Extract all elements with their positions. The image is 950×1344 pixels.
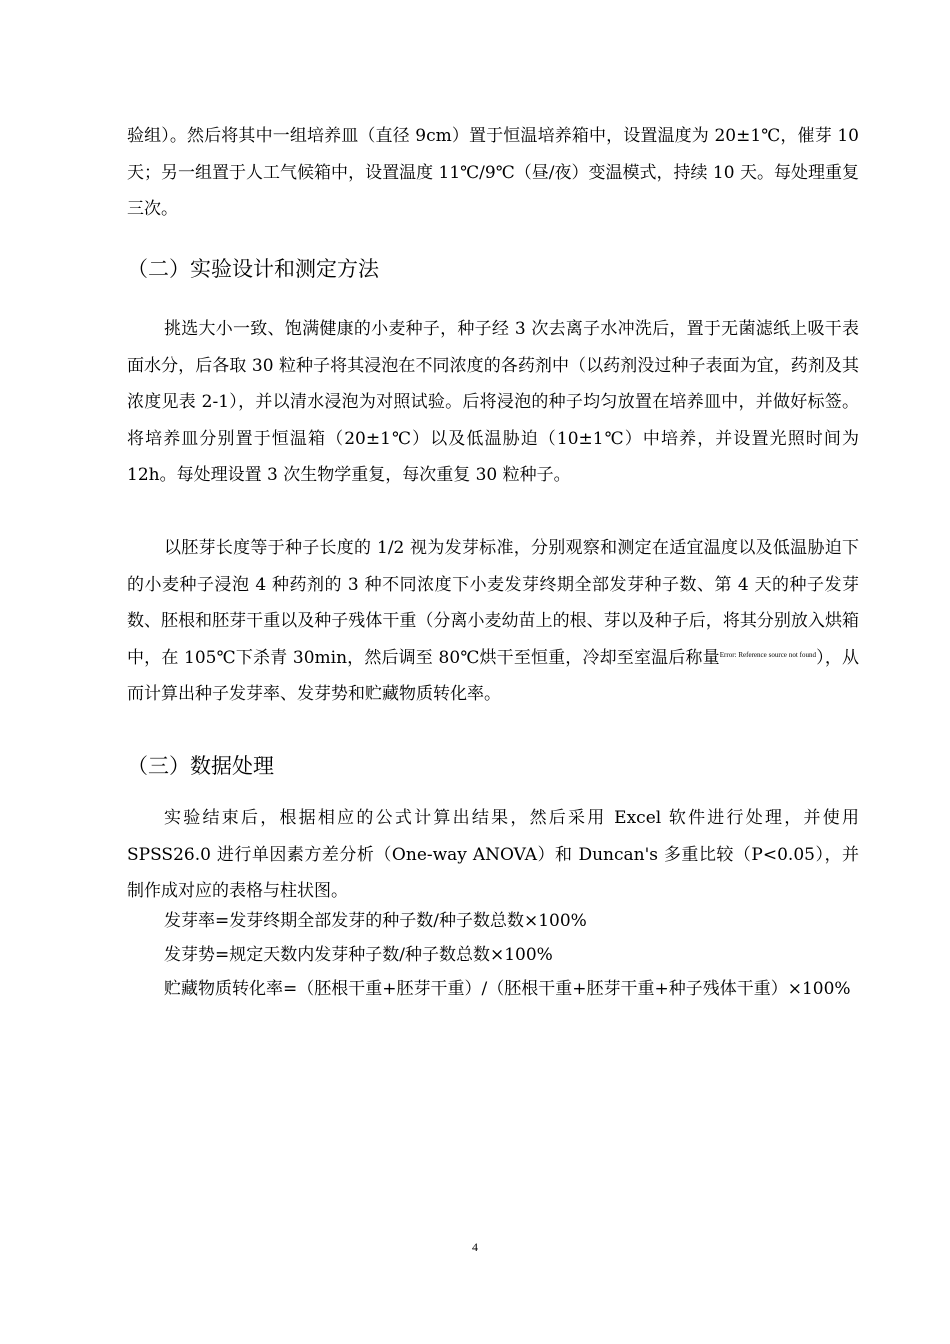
section-heading-data-processing: （三）数据处理 bbox=[127, 754, 274, 778]
formula-germination-energy: 发芽势=规定天数内发芽种子数/种子数总数×100% bbox=[164, 945, 553, 965]
paragraph-measurement-method bbox=[127, 530, 859, 713]
section-heading-experimental-design: （二）实验设计和测定方法 bbox=[127, 257, 379, 281]
formula-germination-rate: 发芽率=发芽终期全部发芽的种子数/种子数总数×100% bbox=[164, 911, 587, 931]
paragraph-incubation-conditions: 验组）。然后将其中一组培养皿（直径 9cm）置于恒温培养箱中，设置温度为 20±1℃，催芽 10 天；另一组置于人工气候箱中，设置温度 11℃/9℃（昼/夜）变温模式，持续 10 天。每处理重复三次。 bbox=[127, 126, 859, 219]
formula-storage-conversion-rate: 贮藏物质转化率=（胚根干重+胚芽干重）/（胚根干重+胚芽干重+种子残体干重）×100% bbox=[164, 979, 851, 999]
page-number: 4 bbox=[472, 1240, 478, 1254]
paragraph-seed-treatment: 挑选大小一致、饱满健康的小麦种子，种子经 3 次去离子水冲洗后，置于无菌滤纸上吸干表面水分，后各取 30 粒种子将其浸泡在不同浓度的各药剂中（以药剂没过种子表面为宜，药剂及其浓度见表 2-1），并以清水浸泡为对照试验。后将浸泡的种子均匀放置在培养皿中，并做好标签。将培养皿分别置于恒温箱（20±1℃）以及低温胁迫（10±1℃）中培养，并设置光照时间为 12h。每处理设置 3 次生物学重复，每次重复 30 粒种子。 bbox=[127, 319, 859, 485]
reference-error-note: Error: Reference source not found bbox=[719, 650, 817, 659]
paragraph-statistical-analysis: 实验结束后，根据相应的公式计算出结果，然后采用 Excel 软件进行处理，并使用 SPSS26.0 进行单因素方差分析（One-way ANOVA）和 Duncan's 多重比较（P<0.05），并制作成对应的表格与柱状图。 bbox=[127, 808, 859, 901]
measurement-method-text: 以胚芽长度等于种子长度的 1/2 视为发芽标准，分别观察和测定在适宜温度以及低温胁迫下的小麦种子浸泡 4 种药剂的 3 种不同浓度下小麦发芽终期全部发芽种子数、第 4 天的种子发芽数、胚根和胚芽干重以及种子残体干重（分离小麦幼苗上的根、芽以及种子后，将其分别放入烘箱中，在 105℃下杀青 30min，然后调至 80℃烘干至恒重，冷却至室温后称量 bbox=[127, 538, 859, 668]
measurement-method-text-end: ），从而计算出种子发芽率、发芽势和贮藏物质转化率。 bbox=[127, 647, 859, 704]
